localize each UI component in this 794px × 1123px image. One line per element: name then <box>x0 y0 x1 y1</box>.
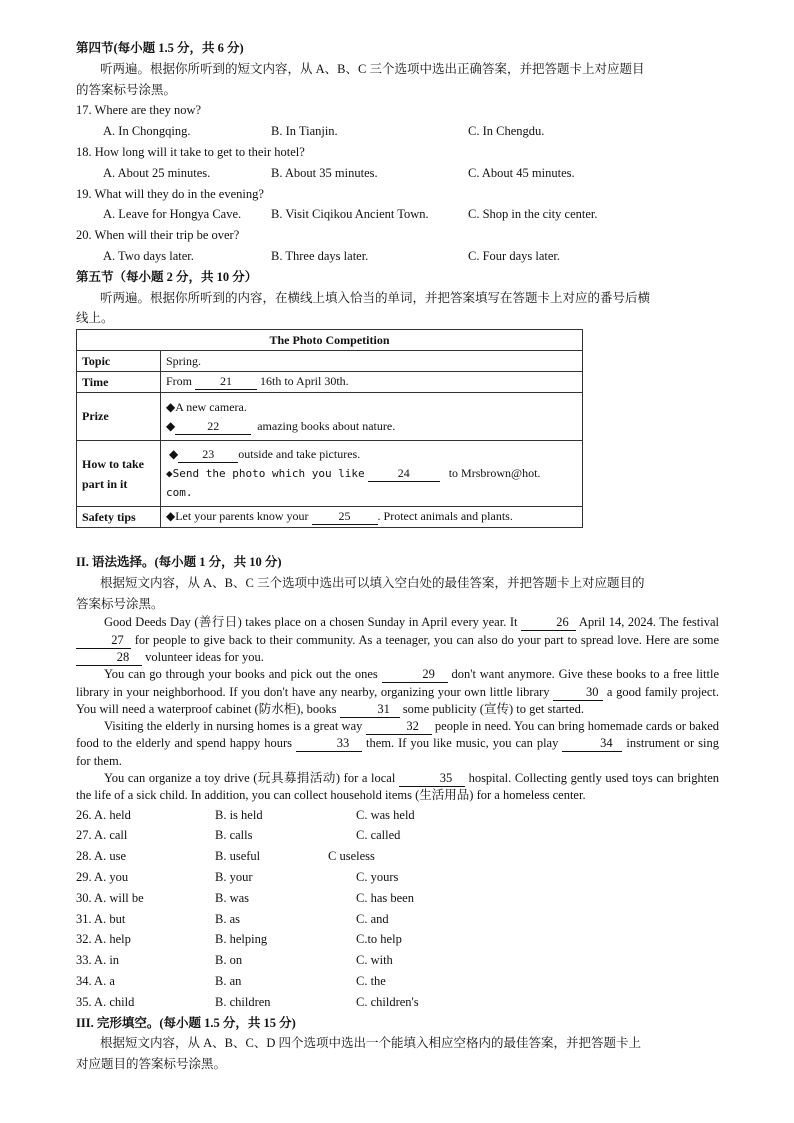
blank-25[interactable]: 25 <box>312 509 378 525</box>
option-a[interactable]: 30. A. will be <box>76 890 144 905</box>
topic-label: Topic <box>77 351 161 372</box>
option-c[interactable]: C. has been <box>356 890 414 905</box>
part2-instruction-cont: 答案标号涂黑。 <box>76 596 164 611</box>
safety-label: Safety tips <box>77 507 161 528</box>
part2-instruction: 根据短文内容，从 A、B、C 三个选项中选出可以填入空白处的最佳答案，并把答题卡上对应题目的 <box>100 575 645 590</box>
options-29 <box>76 867 719 888</box>
blank-29[interactable]: 29 <box>382 667 448 683</box>
option-b[interactable]: B. your <box>215 870 253 885</box>
blank-27[interactable]: 27 <box>76 633 131 649</box>
table-title: The Photo Competition <box>77 330 583 351</box>
part2-title: II. 语法选择。(每小题 1 分，共 10 分) <box>76 555 282 569</box>
option-b[interactable]: B. Three days later. <box>271 248 369 263</box>
option-c[interactable]: C. In Chengdu. <box>468 124 545 139</box>
passage-paragraph-1: Good Deeds Day (善行日) takes place on a chosen Sunday in April every year. It 26 April 14, 2024. The festival 27 for people to give back to their community. As a teenager, you can also do your part to spread love. Here are some 28 volunteer ideas for you. <box>76 614 719 666</box>
option-c[interactable]: C. Four days later. <box>468 248 561 263</box>
grammar-options <box>76 805 719 1013</box>
option-a[interactable]: 32. A. help <box>76 932 131 947</box>
question-19: 19. What will they do in the evening? <box>76 186 264 201</box>
section4-instruction: 听两遍。根据你所听到的短文内容，从 A、B、C 三个选项中选出正确答案，并把答题卡上对应题目 <box>100 61 645 76</box>
option-b[interactable]: B. as <box>215 911 240 926</box>
section5-instruction: 听两遍。根据你所听到的内容，在横线上填入恰当的单词，并把答案填写在答题卡上对应的番号后横 <box>100 290 651 305</box>
options-33 <box>76 950 719 971</box>
option-c[interactable]: C.to help <box>356 932 402 947</box>
part3-instruction-cont: 对应题目的答案标号涂黑。 <box>76 1057 227 1072</box>
question-17: 17. Where are they now? <box>76 103 202 118</box>
option-c[interactable]: C. the <box>356 974 386 989</box>
option-a[interactable]: 33. A. in <box>76 953 120 968</box>
option-a[interactable]: A. Leave for Hongya Cave. <box>103 207 242 222</box>
blank-35[interactable]: 35 <box>399 771 465 787</box>
topic-value: Spring. <box>161 351 583 372</box>
option-a[interactable]: A. Two days later. <box>103 248 194 263</box>
option-a[interactable]: 28. A. use <box>76 849 126 864</box>
blank-21[interactable]: 21 <box>195 374 257 390</box>
part3-instruction: 根据短文内容，从 A、B、C、D 四个选项中选出一个能填入相应空格内的最佳答案，并把答题卡上 <box>100 1036 641 1051</box>
options-27 <box>76 825 719 846</box>
section5-title: 第五节（每小题 2 分，共 10 分） <box>76 269 258 284</box>
option-b[interactable]: B. was <box>215 890 250 905</box>
option-c[interactable]: C. children's <box>356 994 419 1009</box>
how-label: How to take part in it <box>77 441 161 507</box>
blank-31[interactable]: 31 <box>340 702 400 718</box>
time-label: Time <box>77 372 161 393</box>
options-31 <box>76 909 719 930</box>
exam-page <box>76 38 719 329</box>
blank-33[interactable]: 33 <box>296 736 362 752</box>
option-a[interactable]: 31. A. but <box>76 911 126 926</box>
option-c[interactable]: C. yours <box>356 870 399 885</box>
options-18 <box>76 163 719 184</box>
section4-instruction-cont: 的答案标号涂黑。 <box>76 82 177 97</box>
question-20: 20. When will their trip be over? <box>76 228 240 243</box>
blank-23[interactable]: 23 <box>178 447 238 463</box>
photo-competition-table-wrap <box>0 329 583 528</box>
option-a[interactable]: 34. A. a <box>76 974 115 989</box>
option-b[interactable]: B. an <box>215 974 242 989</box>
option-a[interactable]: 27. A. call <box>76 828 128 843</box>
options-34 <box>76 971 719 992</box>
part3-title: III. 完形填空。(每小题 1.5 分，共 15 分) <box>76 1015 296 1030</box>
option-c[interactable]: C. and <box>356 911 389 926</box>
safety-value: ◆Let your parents know your 25 . Protect animals and plants. <box>161 507 583 528</box>
blank-22[interactable]: 22 <box>175 419 251 435</box>
grammar-section <box>76 552 719 1075</box>
prize-value: ◆A new camera. ◆ 22 amazing books about nature. <box>161 393 583 441</box>
option-c[interactable]: C. with <box>356 953 393 968</box>
passage-paragraph-2: You can go through your books and pick out the ones 29 don't want anymore. Give these books to a free little library in your neighborhood. If you don't have any nearby, organizing your own little library 30 a good family project. You will need a waterproof cabinet (防水柜), books 31 some publicity (宣传) to get started. <box>76 667 719 716</box>
options-26 <box>76 805 719 826</box>
blank-28[interactable]: 28 <box>76 650 142 666</box>
option-b[interactable]: B. In Tianjin. <box>271 124 338 139</box>
option-c[interactable]: C. Shop in the city center. <box>468 207 598 222</box>
blank-24[interactable]: 24 <box>368 466 440 482</box>
option-a[interactable]: 26. A. held <box>76 807 131 822</box>
passage-paragraph-4: You can organize a toy drive (玩具募捐活动) for a local 35 hospital. Collecting gently used toys can brighten the life of a sick child. In addition, you can collect household items (生活用品) for a homeless center. <box>76 771 720 803</box>
options-30 <box>76 888 719 909</box>
section4-questions <box>76 100 719 266</box>
prize-label: Prize <box>77 393 161 441</box>
option-c[interactable]: C useless <box>328 849 375 864</box>
blank-30[interactable]: 30 <box>553 685 603 701</box>
option-b[interactable]: B. on <box>215 953 243 968</box>
option-a[interactable]: 35. A. child <box>76 994 135 1009</box>
passage-paragraph-3: Visiting the elderly in nursing homes is a great way 32 people in need. You can bring homemade cards or baked food to the elderly and spend happy hours 33 them. If you like music, you can play 34 instrument or sing for them. <box>76 719 720 768</box>
option-c[interactable]: C. called <box>356 828 401 843</box>
option-b[interactable]: B. useful <box>215 849 261 864</box>
option-b[interactable]: B. helping <box>215 932 268 947</box>
options-32 <box>76 929 719 950</box>
option-b[interactable]: B. children <box>215 994 271 1009</box>
options-17 <box>76 121 719 142</box>
option-a[interactable]: A. About 25 minutes. <box>103 165 211 180</box>
option-b[interactable]: B. is held <box>215 807 263 822</box>
option-c[interactable]: C. was held <box>356 807 415 822</box>
options-35 <box>76 992 719 1013</box>
section4-title: 第四节(每小题 1.5 分，共 6 分) <box>76 41 244 55</box>
time-value: From 21 16th to April 30th. <box>161 372 583 393</box>
options-20 <box>76 246 719 267</box>
options-19 <box>76 204 719 225</box>
option-b[interactable]: B. About 35 minutes. <box>271 165 378 180</box>
option-a[interactable]: 29. A. you <box>76 870 129 885</box>
option-b[interactable]: B. calls <box>215 828 253 843</box>
question-18: 18. How long will it take to get to their hotel? <box>76 144 305 159</box>
option-c[interactable]: C. About 45 minutes. <box>468 165 575 180</box>
blank-26[interactable]: 26 <box>521 615 576 631</box>
blank-32[interactable]: 32 <box>366 719 432 735</box>
option-b[interactable]: B. Visit Ciqikou Ancient Town. <box>271 207 429 222</box>
section5-instruction-cont: 线上。 <box>76 311 114 326</box>
how-value: ◆ 23 outside and take pictures. ◆Send the photo which you like 24 to Mrsbrown@hot. com. <box>161 441 583 507</box>
option-a[interactable]: A. In Chongqing. <box>103 124 191 139</box>
photo-competition-table <box>76 329 583 528</box>
blank-34[interactable]: 34 <box>562 736 622 752</box>
options-28 <box>76 846 719 867</box>
